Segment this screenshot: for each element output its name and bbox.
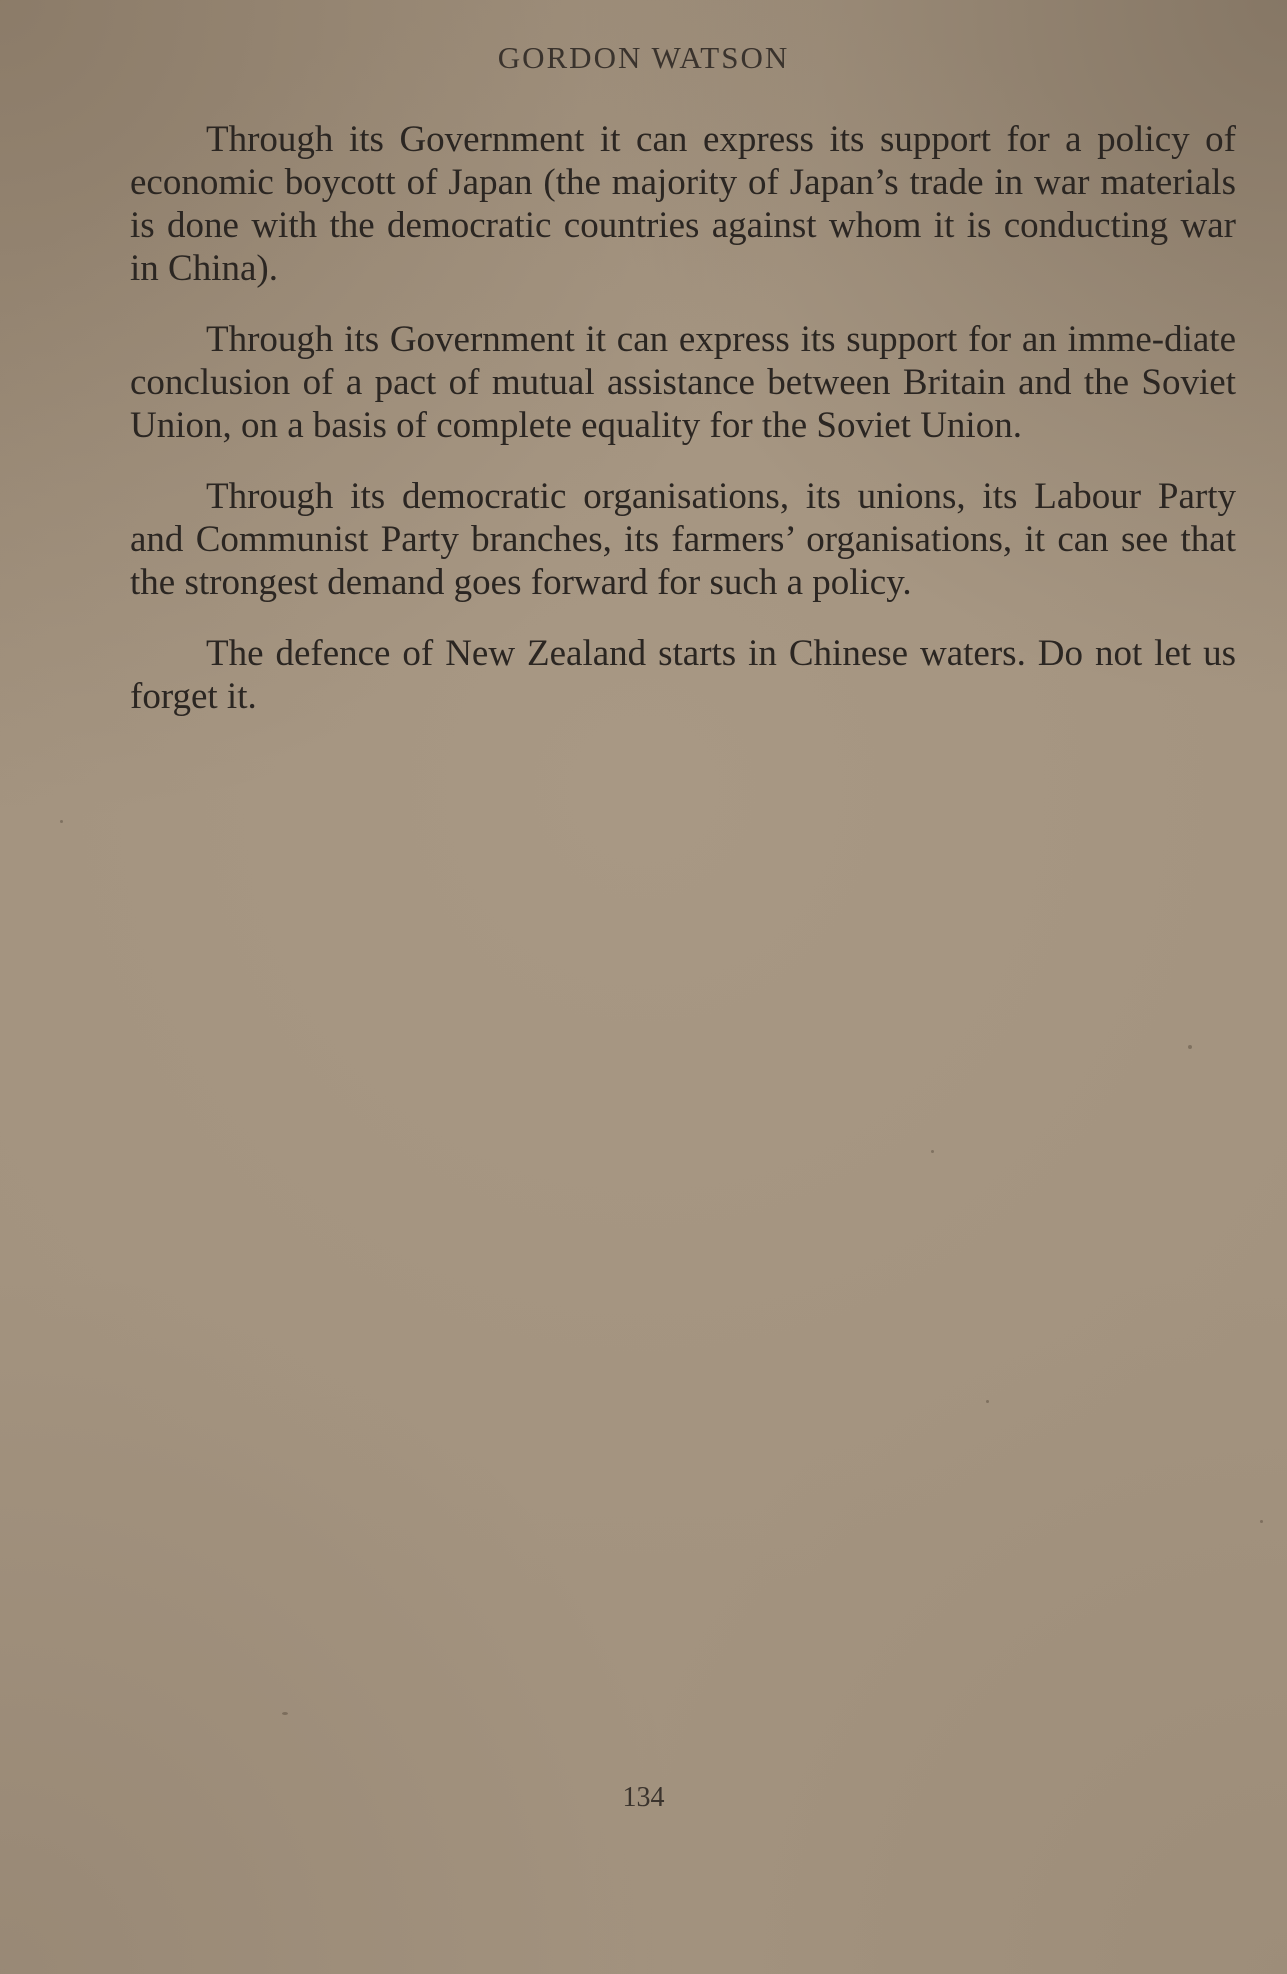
paragraph-democratic-organisations: Through its democratic organisations, its unions, its Labour Party and Communist Party branches, its farmers’ organisations, it can see that the strongest demand goes forward for such a policy.	[130, 476, 1236, 603]
page-number: 134	[622, 1782, 665, 1813]
paragraph-defence-of-new-zealand: The defence of New Zealand starts in Chinese waters. Do not let us forget it.	[130, 633, 1236, 717]
paragraph-mutual-assistance-pact: Through its Government it can express its support for an imme-diate conclusion of a pact of mutual assistance between Britain and the Soviet Union, on a basis of complete equality for the Soviet Union.	[130, 319, 1236, 446]
paper-speck	[986, 1400, 989, 1403]
paper-speck	[282, 1712, 288, 1715]
paper-speck	[60, 820, 63, 823]
running-head: GORDON WATSON	[497, 40, 790, 75]
paper-speck	[1188, 1045, 1192, 1049]
body-text	[130, 118, 1236, 746]
paper-speck	[1260, 1520, 1263, 1523]
paper-speck	[931, 1150, 934, 1153]
paragraph-economic-boycott: Through its Government it can express its support for a policy of economic boycott of Japan (the majority of Japan’s trade in war materials is done with the democratic countries against whom it is conducting war in China).	[130, 119, 1236, 289]
